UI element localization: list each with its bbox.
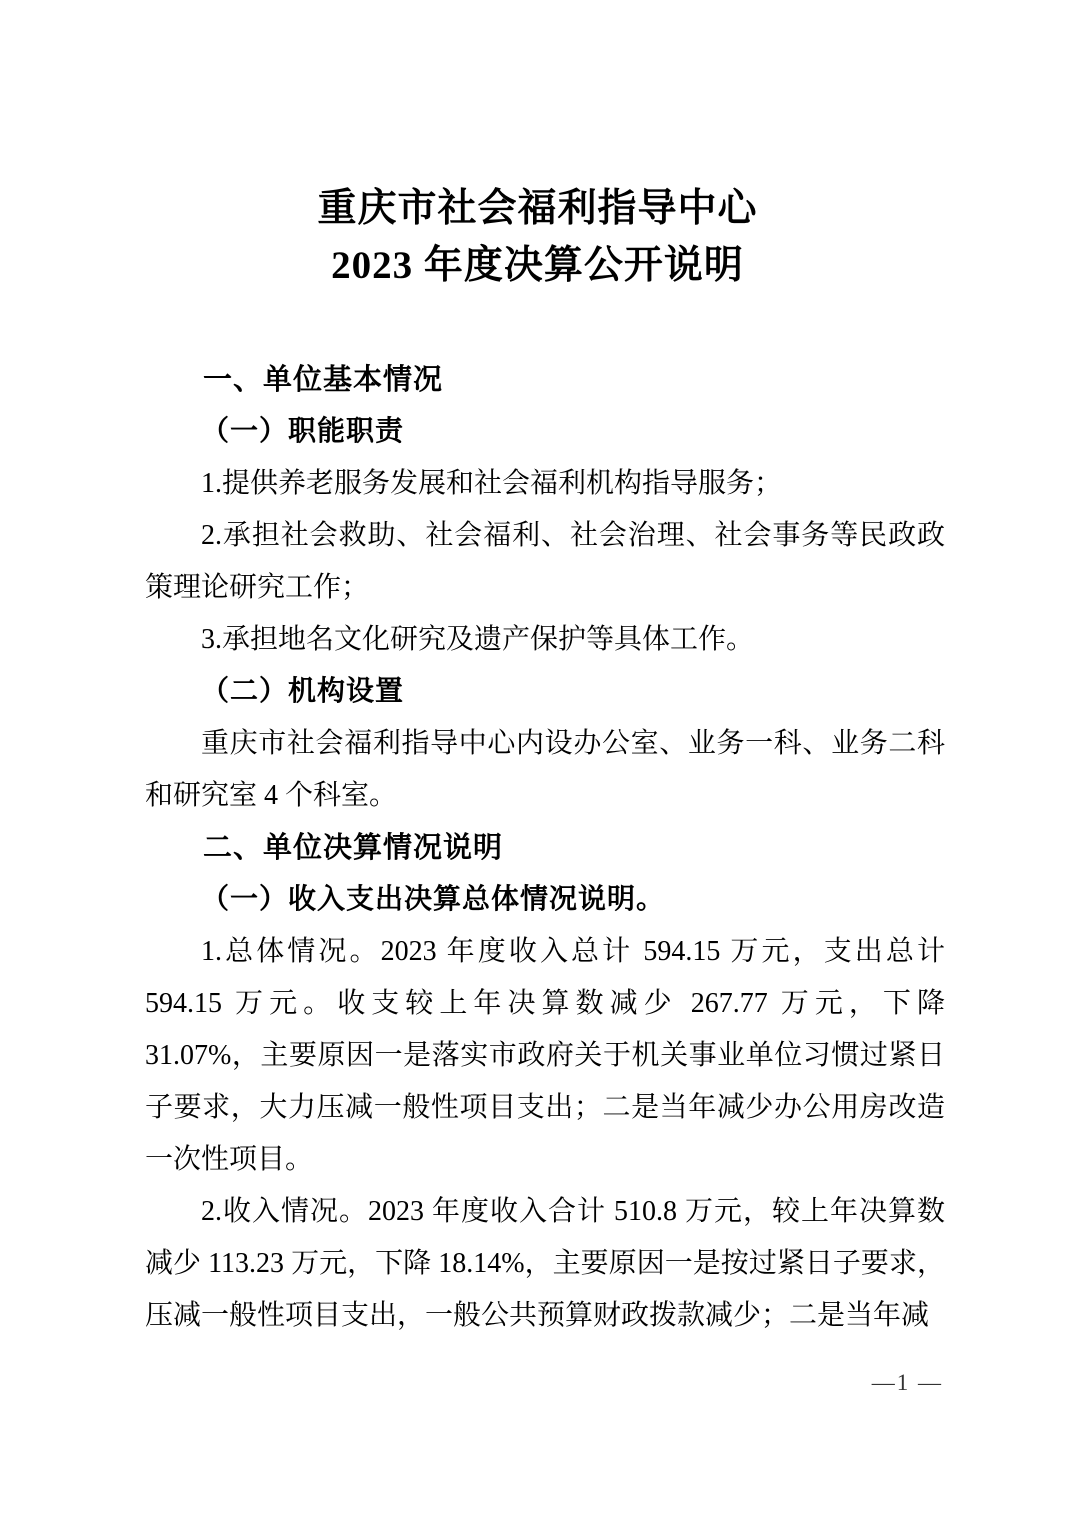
paragraph: 2.收入情况。2023 年度收入合计 510.8 万元，较上年决算数减少 113.23 万元，下降 18.14%，主要原因一是按过紧日子要求，压减一般性项目支出，一般公共预算财政拨款减少；二是当年减: [145, 1196, 945, 1331]
paragraph: 2.承担社会救助、社会福利、社会治理、社会事务等民政政策理论研究工作；: [145, 520, 945, 603]
document-title-line2: 2023 年度决算公开说明: [331, 244, 744, 287]
sub-section-heading: （一）职能职责: [201, 416, 405, 447]
document-body: [145, 354, 945, 1342]
document-title-line1: 重庆市社会福利指导中心: [317, 187, 758, 230]
paragraph: 1.提供养老服务发展和社会福利机构指导服务；: [201, 468, 783, 499]
paragraph: 重庆市社会福利指导中心内设办公室、业务一科、业务二科和研究室 4 个科室。: [145, 728, 945, 811]
section-heading: 一、单位基本情况: [203, 364, 444, 396]
section-heading: 二、单位决算情况说明: [203, 832, 504, 864]
paragraph: 3.承担地名文化研究及遗产保护等具体工作。: [201, 624, 755, 655]
sub-section-heading: （一）收入支出决算总体情况说明。: [201, 884, 666, 915]
paragraph: 1.总体情况。2023 年度收入总计 594.15 万元，支出总计 594.15 万元。收支较上年决算数减少 267.77 万元，下降 31.07%，主要原因一是落实市政府关于机关事业单位习惯过紧日子要求，大力压减一般性项目支出；二是当年减少办公用房改造一次性项目。: [145, 936, 945, 1175]
document-title: [0, 0, 1075, 294]
sub-section-heading: （二）机构设置: [201, 676, 405, 707]
page-number: —1 —: [871, 1370, 943, 1395]
